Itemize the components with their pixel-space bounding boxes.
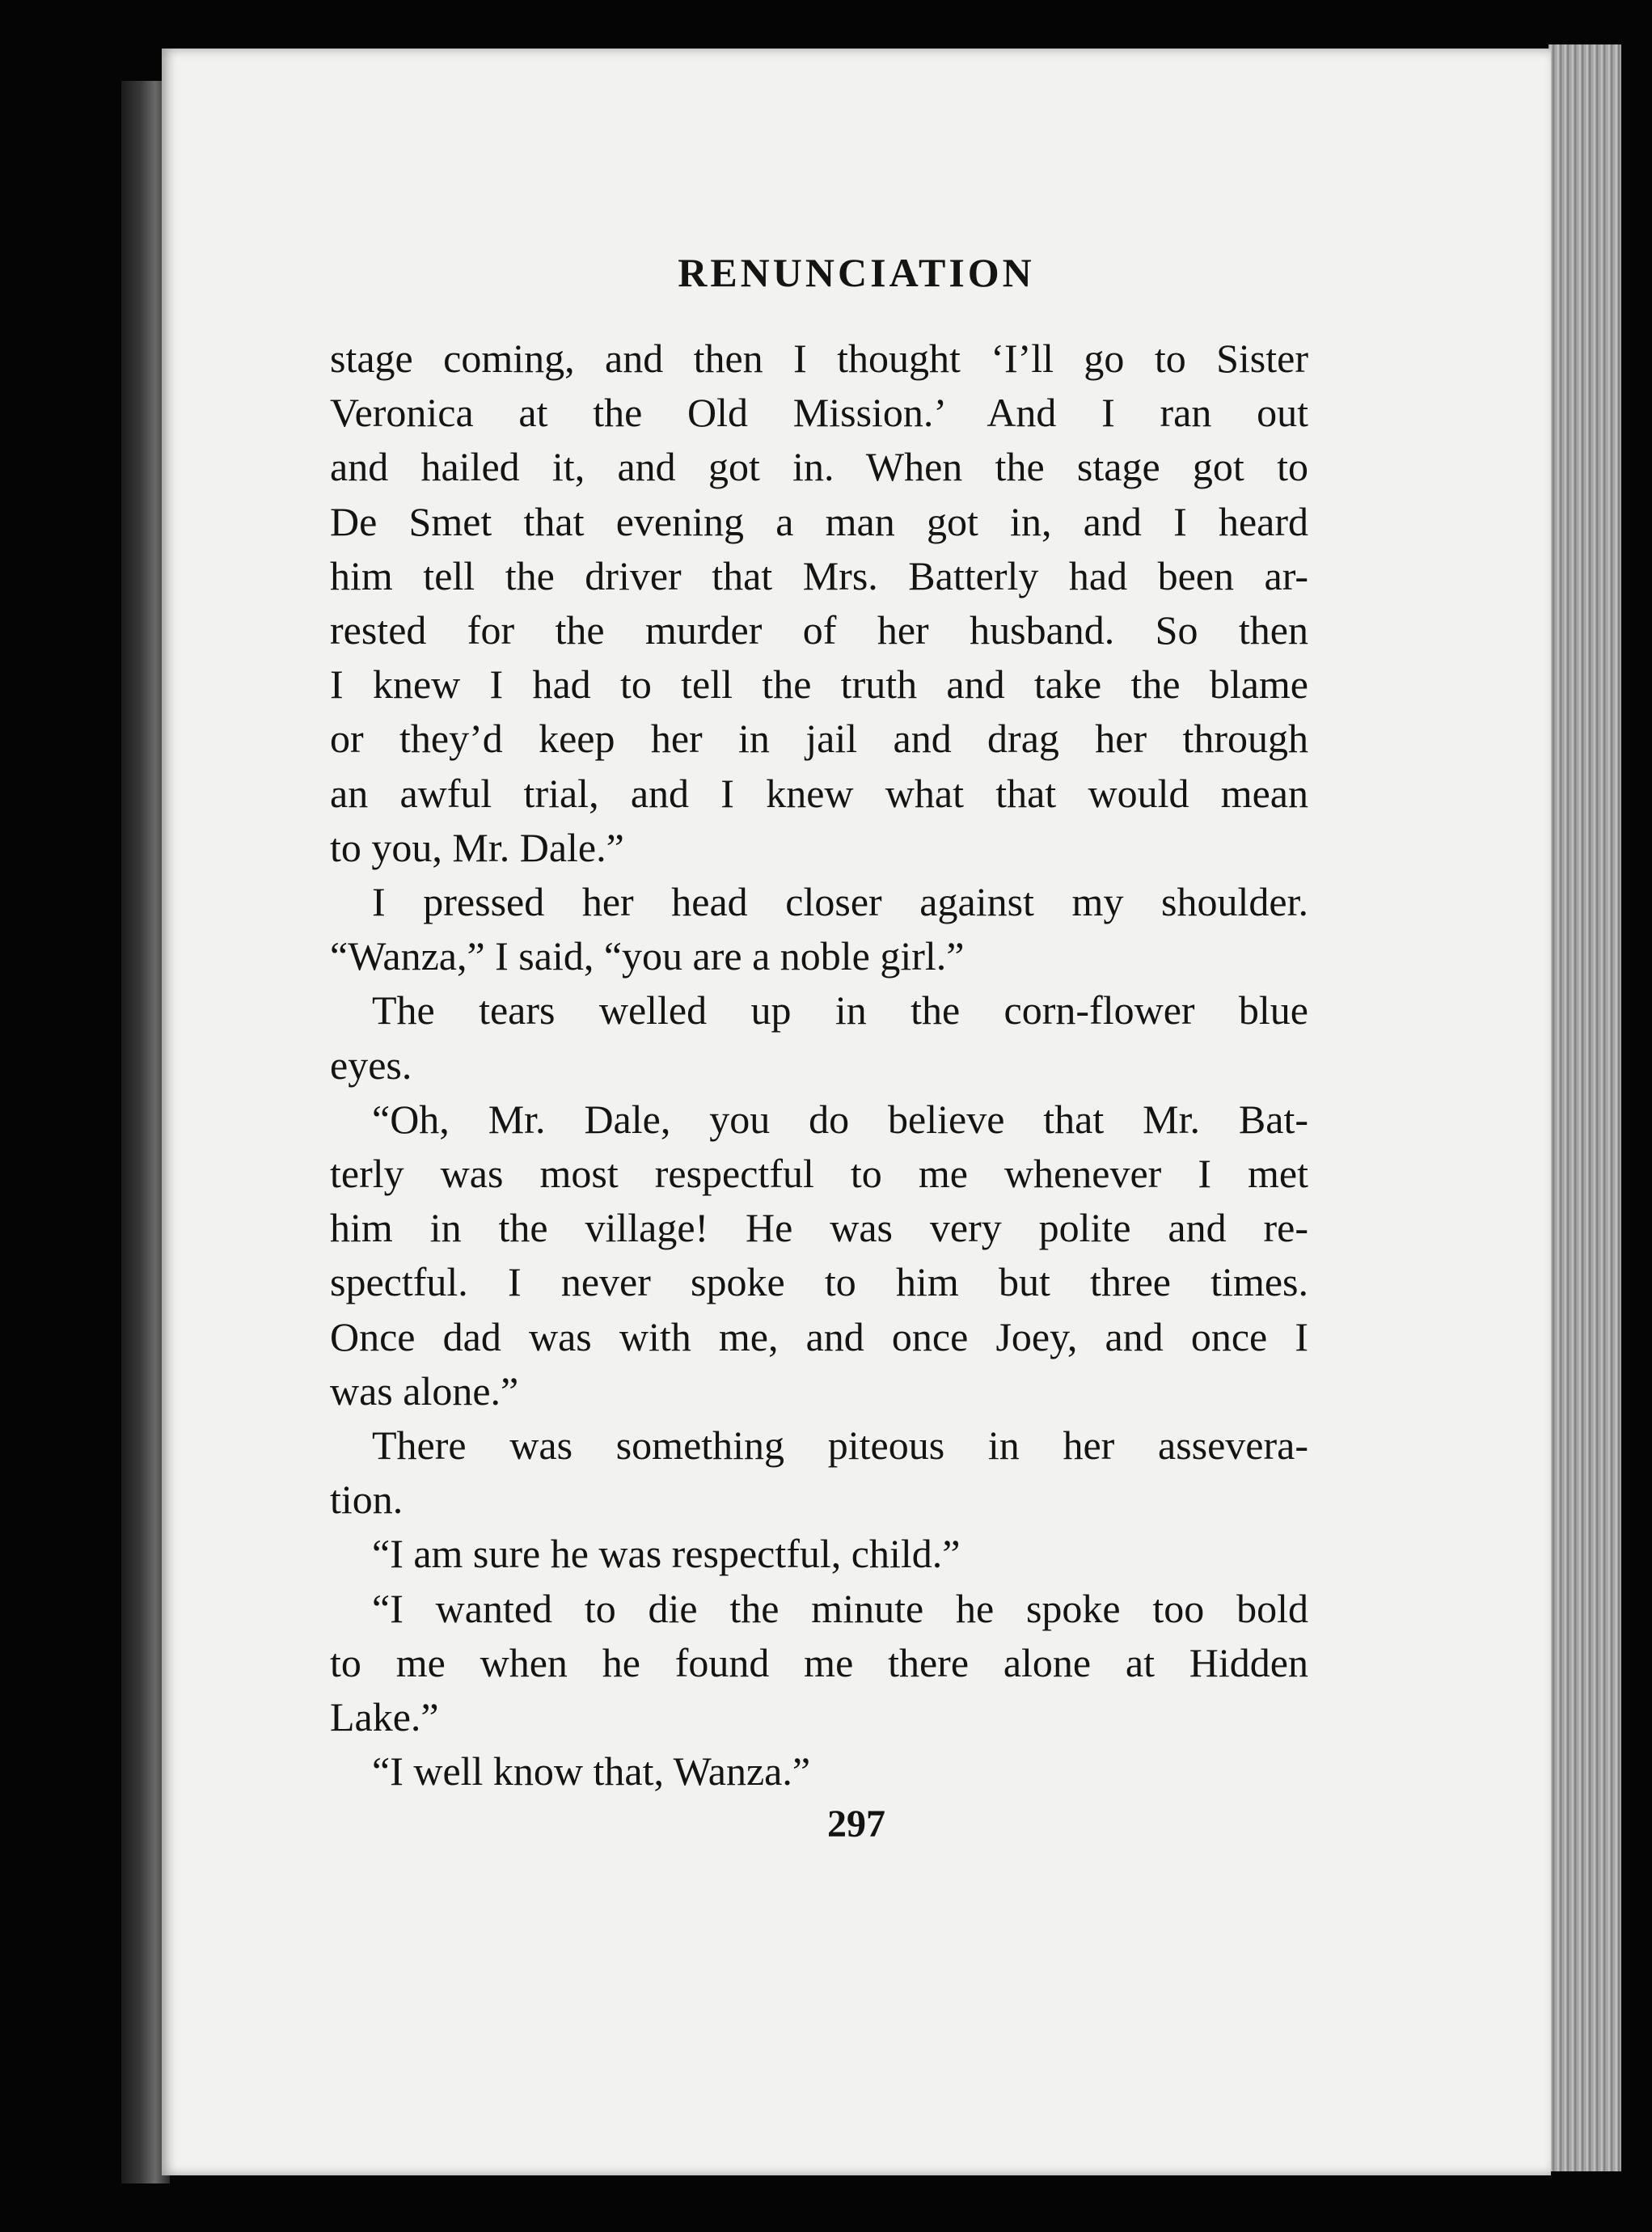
text-line: eyes.	[330, 1042, 412, 1088]
text-line: “Wanza,” I said, “you are a noble girl.”	[330, 933, 965, 979]
text-line: and hailed it, and got in. When the stage got to	[330, 444, 1308, 490]
text-line: “I well know that, Wanza.”	[372, 1748, 811, 1794]
book-page	[162, 49, 1551, 2175]
text-line: “I wanted to die the minute he spoke too bold	[372, 1585, 1308, 1631]
text-line: “I am sure he was respectful, child.”	[372, 1531, 961, 1577]
text-line: The tears welled up in the corn-flower blue	[372, 987, 1308, 1034]
text-line: him in the village! He was very polite and re-	[330, 1205, 1308, 1251]
text-line: to me when he found me there alone at Hidden	[330, 1639, 1308, 1685]
text-line: rested for the murder of her husband. So then	[330, 607, 1308, 653]
text-line: I knew I had to tell the truth and take the blame	[330, 662, 1308, 708]
page-number: 297	[827, 1803, 885, 1845]
text-line: stage coming, and then I thought ‘I’ll go to Sister	[330, 336, 1308, 381]
text-line: Once dad was with me, and once Joey, and once I	[330, 1313, 1308, 1359]
text-line: There was something piteous in her assevera-	[372, 1422, 1308, 1469]
text-line: an awful trial, and I knew what that would mean	[330, 770, 1308, 816]
text-line: him tell the driver that Mrs. Batterly had been ar-	[330, 552, 1308, 598]
text-line: or they’d keep her in jail and drag her through	[330, 716, 1308, 762]
text-line: tion.	[330, 1477, 403, 1523]
page-edges	[1548, 44, 1621, 2171]
text-line: Veronica at the Old Mission.’ And I ran out	[330, 390, 1308, 436]
text-line: I pressed her head closer against my shoulder.	[372, 879, 1308, 925]
text-line: “Oh, Mr. Dale, you do believe that Mr. Bat-	[372, 1096, 1308, 1142]
body-text	[330, 332, 1308, 1799]
text-line: terly was most respectful to me whenever I met	[330, 1151, 1308, 1197]
text-line: spectful. I never spoke to him but three times.	[330, 1259, 1308, 1305]
text-line: was alone.”	[330, 1368, 519, 1414]
text-line: De Smet that evening a man got in, and I heard	[330, 498, 1308, 544]
text-line: Lake.”	[330, 1694, 439, 1740]
text-line: to you, Mr. Dale.”	[330, 824, 624, 870]
running-head: RENUNCIATION	[678, 250, 1035, 295]
